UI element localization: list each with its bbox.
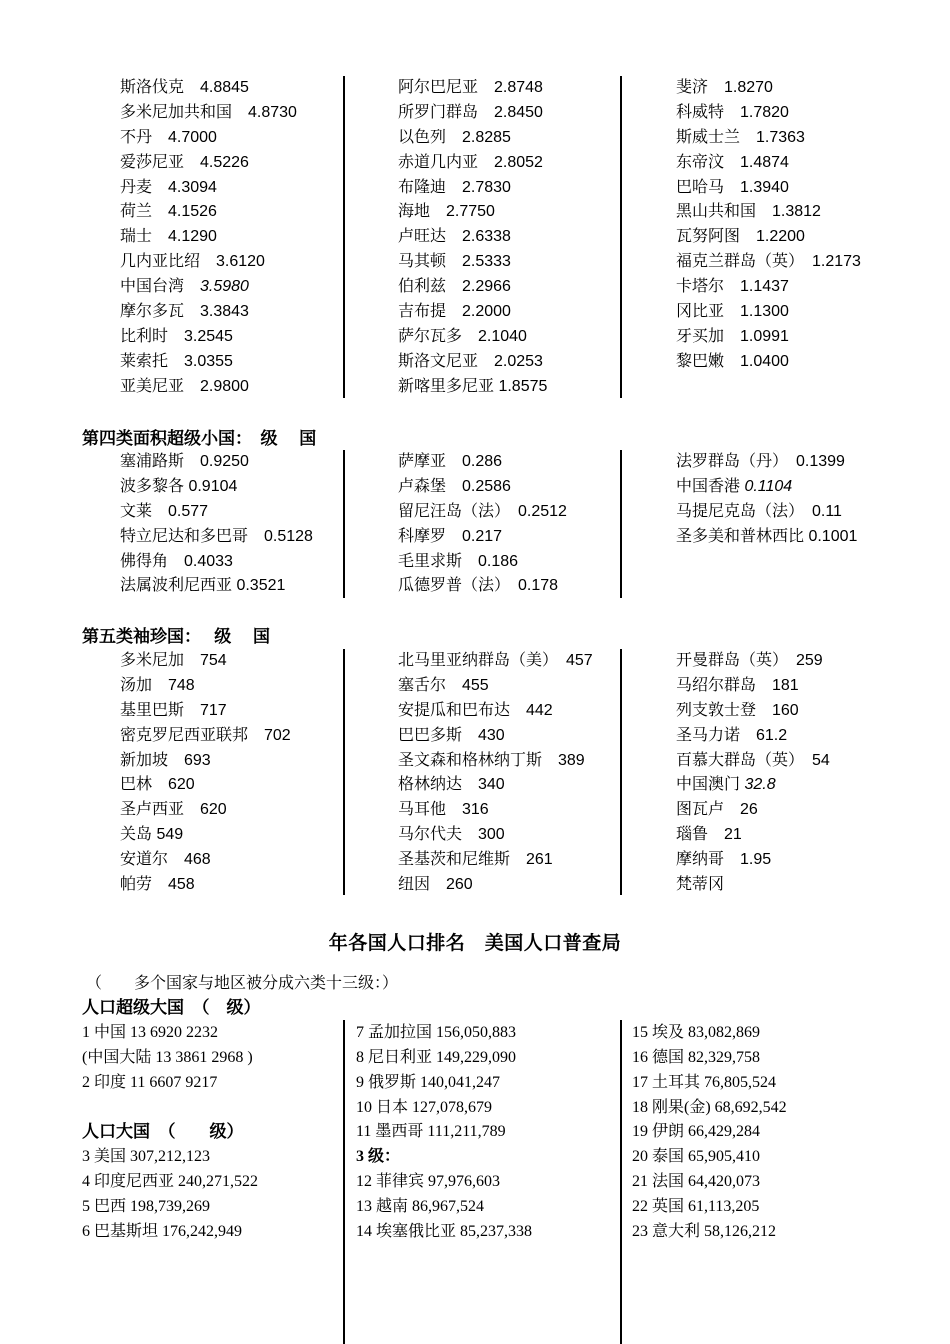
list-item-text: 波多黎各 0.9104	[120, 477, 238, 495]
list-item	[398, 873, 593, 898]
list-item-text: 圣文森和格林纳丁斯 389	[398, 751, 585, 769]
population-row: 3 美国 307,212,123	[82, 1148, 211, 1166]
list-item-text: 莱索托 3.0355	[120, 352, 233, 370]
list-item-text: 阿尔巴尼亚 2.8748	[398, 79, 543, 96]
population-row: 15 埃及 83,082,869	[632, 1023, 761, 1041]
list-item	[676, 823, 830, 848]
list-item-text: 东帝汶 1.4874	[676, 153, 789, 171]
population-row	[356, 996, 532, 1021]
column-1	[120, 450, 313, 599]
column-divider	[343, 450, 345, 598]
population-row: 7 孟加拉国 156,050,883	[356, 1023, 517, 1041]
list-item	[120, 550, 313, 575]
list-item-text: 以色列 2.8285	[398, 128, 511, 146]
population-row: 17 土耳其 76,805,524	[632, 1073, 777, 1091]
list-item	[120, 225, 297, 250]
list-item	[398, 649, 593, 674]
list-item	[120, 674, 291, 699]
list-item	[398, 200, 547, 225]
list-item	[120, 823, 291, 848]
list-item-text: 马提尼克岛（法） 0.11	[676, 502, 842, 520]
population-row: 8 尼日利亚 149,229,090	[356, 1048, 517, 1066]
list-item-text: 瑙鲁 21	[676, 826, 742, 844]
list-item-text: 冈比亚 1.1300	[676, 303, 789, 321]
list-item	[676, 250, 861, 275]
list-item-text: 摩尔多瓦 3.3843	[120, 303, 249, 321]
list-item-text: 牙买加 1.0991	[676, 327, 789, 345]
list-item	[398, 375, 547, 400]
list-item	[120, 773, 291, 798]
population-row: 9 俄罗斯 140,041,247	[356, 1073, 501, 1091]
population-row: 23 意大利 58,126,212	[632, 1223, 777, 1241]
column-2	[356, 996, 532, 1245]
list-item-text: 梵蒂冈	[676, 876, 725, 894]
list-item	[676, 325, 861, 350]
list-item-text: 圣卢西亚 620	[120, 801, 227, 819]
list-item-text: 亚美尼亚 2.9800	[120, 377, 249, 395]
list-item	[398, 550, 567, 575]
list-item	[398, 275, 547, 300]
list-item-text: 北马里亚纳群岛（美） 457	[398, 652, 593, 669]
list-item	[676, 749, 830, 774]
list-item	[398, 525, 567, 550]
list-item-value: 0.1104	[744, 477, 793, 495]
list-item-text: 巴林 620	[120, 776, 195, 794]
list-item-text: 瓦努阿图 1.2200	[676, 228, 805, 246]
list-item	[676, 151, 861, 176]
list-item	[120, 76, 297, 101]
column-2	[398, 649, 593, 898]
list-item-text: 瑞士 4.1290	[120, 228, 217, 246]
list-item-text: 法罗群岛（丹） 0.1399	[676, 453, 845, 470]
list-item-text: 不丹 4.7000	[120, 128, 217, 146]
list-item-text: 中国香港	[676, 477, 745, 495]
list-item	[120, 749, 291, 774]
list-item	[676, 873, 830, 898]
list-item	[398, 126, 547, 151]
population-title: 年各国人口排名 美国人口普查局	[328, 933, 622, 954]
list-item-text: 吉布提 2.2000	[398, 303, 511, 321]
list-item	[398, 225, 547, 250]
list-item-text: 圣马力诺 61.2	[676, 726, 788, 744]
category-heading: 人口超级大国 （ 级）	[82, 998, 261, 1017]
list-item	[120, 873, 291, 898]
list-item-text: 密克罗尼西亚联邦 702	[120, 726, 291, 744]
list-item	[676, 525, 857, 550]
list-item-text: 赤道几内亚 2.8052	[398, 153, 543, 171]
list-item	[398, 450, 567, 475]
list-item-text: 留尼汪岛（法） 0.2512	[398, 502, 567, 520]
list-item	[120, 151, 297, 176]
list-item-text: 斯威士兰 1.7363	[676, 128, 805, 146]
list-item	[676, 200, 861, 225]
column-2	[398, 450, 567, 599]
list-item-text: 伯利兹 2.2966	[398, 278, 511, 296]
list-item	[120, 176, 297, 201]
list-item	[676, 450, 857, 475]
list-item	[120, 101, 297, 126]
list-item	[398, 250, 547, 275]
list-item-text: 科摩罗 0.217	[398, 527, 503, 545]
list-item-text: 格林纳达 340	[398, 776, 505, 794]
list-item-text: 卢森堡 0.2586	[398, 477, 511, 495]
list-item-text: 荷兰 4.1526	[120, 203, 217, 221]
list-item-text: 文莱 0.577	[120, 502, 209, 520]
list-item-text: 比利时 3.2545	[120, 327, 233, 345]
column-3	[676, 76, 861, 375]
list-item	[676, 350, 861, 375]
list-item	[398, 101, 547, 126]
list-item-text: 中国台湾	[120, 278, 201, 296]
list-item	[676, 76, 861, 101]
list-item-text: 关岛 549	[120, 826, 184, 844]
list-item	[398, 151, 547, 176]
list-item-text: 丹麦 4.3094	[120, 178, 217, 196]
list-item-text: 福克兰群岛（英） 1.2173	[676, 253, 861, 271]
list-item	[120, 574, 313, 599]
list-item-text: 列支敦士登 160	[676, 701, 799, 719]
column-2	[398, 76, 547, 400]
list-item	[120, 250, 297, 275]
population-row: 22 英国 61,113,205	[632, 1198, 760, 1216]
list-item-text: 巴哈马 1.3940	[676, 178, 789, 196]
list-item	[676, 699, 830, 724]
list-item-text: 法属波利尼西亚 0.3521	[120, 577, 286, 595]
list-item-text: 几内亚比绍 3.6120	[120, 253, 265, 271]
list-item	[676, 500, 857, 525]
list-item	[398, 76, 547, 101]
list-item	[676, 773, 830, 798]
list-item	[676, 101, 861, 126]
list-item-text: 基里巴斯 717	[120, 701, 227, 719]
list-item	[676, 724, 830, 749]
list-item-text: 巴巴多斯 430	[398, 726, 505, 744]
list-item	[120, 450, 313, 475]
population-row: 3 级：	[356, 1148, 401, 1166]
column-3	[632, 996, 787, 1245]
list-item-text: 布隆迪 2.7830	[398, 178, 511, 196]
list-item	[120, 848, 291, 873]
list-item-text: 中国澳门	[676, 776, 745, 794]
list-item	[398, 500, 567, 525]
list-item-text: 马尔代夫 300	[398, 826, 505, 844]
list-item-text: 塞浦路斯 0.9250	[120, 453, 249, 470]
list-item	[120, 126, 297, 151]
list-item-text: 科威特 1.7820	[676, 103, 789, 121]
population-row: 18 刚果(金) 68,692,542	[632, 1098, 787, 1116]
list-item-text: 卡塔尔 1.1437	[676, 278, 789, 296]
population-row: 12 菲律宾 97,976,603	[356, 1173, 501, 1191]
population-row: 21 法国 64,420,073	[632, 1173, 761, 1191]
list-item-text: 所罗门群岛 2.8450	[398, 103, 543, 121]
population-row: 2 印度 11 6607 9217	[82, 1073, 218, 1091]
list-item-text: 毛里求斯 0.186	[398, 552, 519, 570]
list-item	[120, 699, 291, 724]
column-3	[676, 649, 830, 898]
list-item	[676, 275, 861, 300]
column-divider	[343, 649, 345, 895]
list-item-text: 纽因 260	[398, 876, 473, 894]
list-item	[676, 225, 861, 250]
list-item	[676, 475, 857, 500]
population-row: 1 中国 13 6920 2232	[82, 1023, 219, 1041]
list-item-text: 摩纳哥 1.95	[676, 851, 772, 869]
population-row: (中国大陆 13 3861 2968 )	[82, 1048, 253, 1066]
list-item-text: 安道尔 468	[120, 851, 211, 869]
list-item	[676, 848, 830, 873]
column-divider	[620, 649, 622, 895]
column-divider	[343, 76, 345, 398]
list-item-text: 多米尼加 754	[120, 652, 227, 669]
list-item	[120, 724, 291, 749]
list-item-text: 海地 2.7750	[398, 203, 495, 221]
list-item	[120, 275, 297, 300]
population-row: 16 德国 82,329,758	[632, 1048, 761, 1066]
list-item-text: 黎巴嫩 1.0400	[676, 352, 789, 370]
column-divider	[620, 450, 622, 598]
list-item-text: 百慕大群岛（英） 54	[676, 751, 830, 769]
list-item	[398, 325, 547, 350]
list-item-text: 图瓦卢 26	[676, 801, 758, 819]
list-item	[398, 848, 593, 873]
list-item	[120, 798, 291, 823]
list-item-value: 32.8	[744, 776, 776, 794]
column-1	[82, 996, 261, 1245]
list-item-text: 马其顿 2.5333	[398, 253, 511, 271]
list-item-text: 瓜德罗普（法） 0.178	[398, 577, 559, 595]
list-item-text: 马绍尔群岛 181	[676, 676, 799, 694]
list-item	[676, 798, 830, 823]
list-item-text: 多米尼加共和国 4.8730	[120, 103, 297, 121]
list-item	[398, 674, 593, 699]
column-1	[120, 76, 297, 400]
list-item	[398, 300, 547, 325]
list-item-text: 黑山共和国 1.3812	[676, 203, 821, 221]
list-item	[676, 649, 830, 674]
list-item	[120, 649, 291, 674]
list-item	[120, 300, 297, 325]
population-row: 13 越南 86,967,524	[356, 1198, 485, 1216]
column-divider	[620, 1020, 622, 1344]
list-item-text: 新加坡 693	[120, 751, 211, 769]
list-item-text: 圣多美和普林西比 0.1001	[676, 527, 858, 545]
list-item	[398, 724, 593, 749]
list-item	[120, 325, 297, 350]
list-item-text: 圣基茨和尼维斯 261	[398, 851, 553, 869]
list-item-text: 爱莎尼亚 4.5226	[120, 153, 249, 171]
list-item-text: 马耳他 316	[398, 801, 489, 819]
list-item-text: 卢旺达 2.6338	[398, 228, 511, 246]
list-item	[120, 350, 297, 375]
population-row: 10 日本 127,078,679	[356, 1098, 493, 1116]
list-item	[398, 749, 593, 774]
list-item-text: 斯洛伐克 4.8845	[120, 79, 249, 96]
list-item	[398, 350, 547, 375]
list-item-text: 斯洛文尼亚 2.0253	[398, 352, 543, 370]
population-row: 11 墨西哥 111,211,789	[356, 1123, 506, 1141]
population-row: 5 巴西 198,739,269	[82, 1198, 211, 1216]
list-item	[398, 823, 593, 848]
list-item-value: 3.5980	[200, 278, 249, 296]
column-divider	[620, 76, 622, 398]
list-item	[120, 500, 313, 525]
list-item-text: 佛得角 0.4033	[120, 552, 233, 570]
list-item-text: 开曼群岛（英） 259	[676, 652, 823, 669]
list-item	[398, 475, 567, 500]
column-divider	[343, 1020, 345, 1344]
category-heading: 人口大国 （ 级）	[82, 1122, 244, 1142]
list-item	[398, 574, 567, 599]
column-1	[120, 649, 291, 898]
list-item-text: 安提瓜和巴布达 442	[398, 701, 553, 719]
list-item-text: 萨摩亚 0.286	[398, 453, 503, 470]
list-item	[120, 375, 297, 400]
section-4-heading: 第四类面积超级小国： 级 国	[82, 429, 317, 448]
list-item	[120, 475, 313, 500]
list-item	[676, 126, 861, 151]
population-row	[632, 996, 787, 1021]
list-item	[676, 300, 861, 325]
population-row: 20 泰国 65,905,410	[632, 1148, 761, 1166]
column-3	[676, 450, 857, 550]
list-item	[676, 674, 830, 699]
list-item-text: 特立尼达和多巴哥 0.5128	[120, 527, 313, 545]
population-row	[82, 1096, 261, 1121]
list-item-text: 斐济 1.8270	[676, 79, 773, 96]
list-item	[398, 798, 593, 823]
list-item	[398, 176, 547, 201]
list-item-text: 帕劳 458	[120, 876, 195, 894]
list-item-text: 新喀里多尼亚 1.8575	[398, 377, 548, 395]
population-row: 19 伊朗 66,429,284	[632, 1123, 761, 1141]
section-5-heading: 第五类袖珍国： 级 国	[82, 627, 270, 646]
list-item	[120, 200, 297, 225]
list-item	[120, 525, 313, 550]
population-row: 4 印度尼西亚 240,271,522	[82, 1173, 259, 1191]
population-row: 6 巴基斯坦 176,242,949	[82, 1223, 243, 1241]
list-item	[398, 699, 593, 724]
list-item	[398, 773, 593, 798]
list-item-text: 汤加 748	[120, 676, 195, 694]
list-item-text: 萨尔瓦多 2.1040	[398, 327, 527, 345]
population-row: 14 埃塞俄比亚 85,237,338	[356, 1223, 533, 1241]
list-item	[676, 176, 861, 201]
classification-note: （ 多个国家与地区被分成六类十三级：）	[86, 975, 399, 992]
list-item-text: 塞舌尔 455	[398, 676, 489, 694]
